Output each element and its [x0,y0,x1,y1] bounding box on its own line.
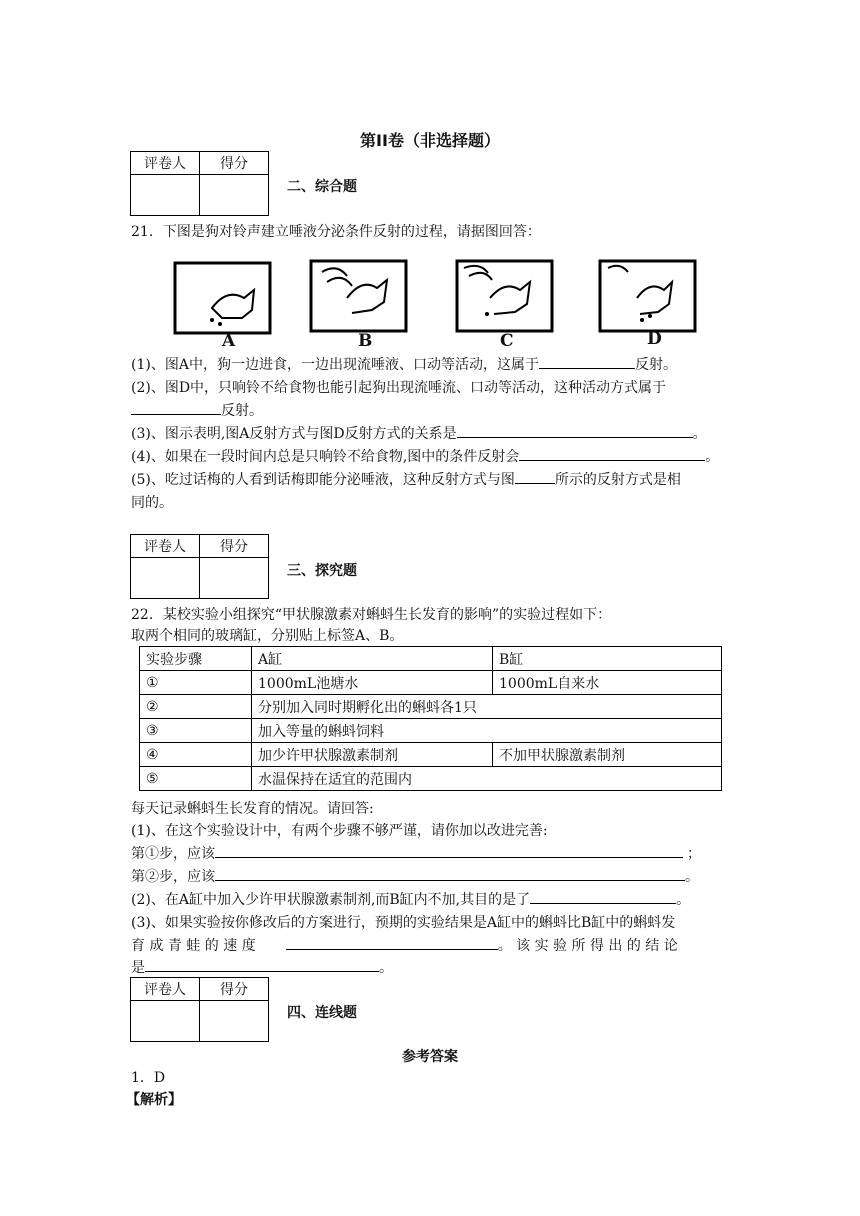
q22-part2 [131,889,731,912]
answer-blank[interactable] [457,423,693,438]
figure-label-d: D [647,329,662,349]
score-cell [200,175,269,216]
reviewer-header: 评卷人 [131,978,200,1001]
q22-step2 [131,866,731,889]
answer-blank[interactable] [530,889,676,904]
q22-step1 [131,843,731,866]
q22-part1: (1)、在这个实验设计中，有两个步骤不够严谨，请你加以改进完善: [131,823,548,839]
q21-part1 [131,354,731,377]
q22-part2-text: (2)、在A缸中加入少许甲状腺激素制剂,而B缸内不加,其目的是了 [131,892,531,908]
q21-part5-mid: 所示的反射方式是相 [554,472,681,488]
q22-step1-end: ； [687,846,701,862]
q22-step1-text: 第①步，应该 [131,846,215,862]
section-title: 第II卷（非选择题） [360,131,500,150]
q22-part3-period: 。 [379,960,393,976]
score-box [130,534,269,599]
answer-blank[interactable] [131,400,221,415]
table-row [140,671,722,695]
experiment-table [139,646,722,791]
answer-blank[interactable] [215,866,685,881]
dog-reflex-figure [172,258,702,350]
score-header: 得分 [200,152,269,175]
q21-part2-cont [131,400,731,423]
q21-part5 [131,469,731,492]
figure-label-c: C [500,331,514,351]
step-cell: ⑤ [140,767,252,791]
step-cell: ① [140,671,252,695]
question-21-stem: 21．下图是狗对铃声建立唾液分泌条件反射的过程，请据图回答： [131,224,541,240]
question-22-setup: 取两个相同的玻璃缸，分别贴上标签A、B。 [131,628,404,644]
answer-blank[interactable] [519,446,705,461]
score-cell [200,1001,269,1042]
q21-part1-end: 反射。 [634,357,677,373]
q21-part5-end: 同的。 [131,495,173,511]
score-cell [200,558,269,599]
section-heading-2: 二、综合题 [287,179,357,195]
reviewer-cell [131,558,200,599]
q22-part3: (3)、如果实验按你修改后的方案进行，预期的实验结果是A缸中的蝌蚪比B缸中的蝌蚪发 [131,915,676,931]
table-row [140,743,722,767]
figure-label-b: B [358,331,373,351]
shared-cell: 加入等量的蝌蚪饲料 [252,719,722,743]
q21-part2-end: 反射。 [221,403,263,419]
answer-blank[interactable] [539,354,635,369]
answers-title: 参考答案 [402,1049,458,1065]
section-heading-3: 三、探究题 [287,563,357,579]
analysis-label: 【解析】 [126,1092,182,1108]
q22-part2-end: 。 [676,892,691,908]
step-cell: ④ [140,743,252,767]
q21-part2: (2)、图D中，只响铃不给食物也能引起狗出现流唾流、口动等活动，这种活动方式属于 [131,380,667,396]
dog-reflex-illustration [172,258,702,350]
reviewer-cell [131,1001,200,1042]
reviewer-header: 评卷人 [131,152,200,175]
q21-part3 [131,423,731,446]
q21-part4-text: (4)、如果在一段时间内总是只响铃不给食物,图中的条件反射会 [131,449,520,465]
q21-part4 [131,446,731,469]
step-cell: ② [140,695,252,719]
table-header: A缸 [252,647,493,671]
tank-b-cell: 不加甲状腺激素制剂 [493,743,722,767]
figure-label-a: A [222,331,236,351]
answer-blank[interactable] [145,957,379,972]
table-row [140,695,722,719]
q21-part3-text: (3)、图示表明,图A反射方式与图D反射方式的关系是 [131,426,457,442]
q22-part3-end-text: 是 [131,960,145,976]
q22-part3-cont [131,935,731,958]
q22-part3-mid: 。 该 实 验 所 得 出 的 结 论 [497,938,678,954]
q22-after-table: 每天记录蝌蚪生长发育的情况。请回答: [131,801,374,817]
score-header: 得分 [200,978,269,1001]
q22-part3-text: 育 成 青 蛙 的 速 度 [131,938,256,954]
q22-step2-text: 第②步，应该 [131,869,215,885]
table-row [140,719,722,743]
q21-part5-text: (5)、吃过话梅的人看到话梅即能分泌唾液，这种反射方式与图 [131,472,515,488]
table-row [140,767,722,791]
score-box [130,977,269,1042]
answer-1: 1．D [131,1070,166,1086]
answer-blank[interactable] [215,843,683,858]
score-header: 得分 [200,535,269,558]
answer-blank[interactable] [515,469,555,484]
step-cell: ③ [140,719,252,743]
table-header: 实验步骤 [140,647,252,671]
table-header: B缸 [493,647,722,671]
q21-part1-text: (1)、图A中，狗一边进食，一边出现流唾液、口动等活动，这属于 [131,357,539,373]
score-box [130,151,269,216]
section-heading-4: 四、连线题 [287,1005,357,1021]
tank-b-cell: 1000mL自来水 [493,671,722,695]
q21-part4-end: 。 [705,449,720,465]
tank-a-cell: 1000mL池塘水 [252,671,493,695]
reviewer-header: 评卷人 [131,535,200,558]
reviewer-cell [131,175,200,216]
shared-cell: 水温保持在适宜的范围内 [252,767,722,791]
question-22-stem: 22．某校实验小组探究“甲状腺激素对蝌蚪生长发育的影响”的实验过程如下： [131,607,612,623]
q22-step2-end: 。 [685,869,699,885]
table-header-row [140,647,722,671]
q21-part3-end: 。 [692,426,707,442]
answer-blank[interactable] [286,935,498,950]
shared-cell: 分别加入同时期孵化出的蝌蚪各1只 [252,695,722,719]
tank-a-cell: 加少许甲状腺激素制剂 [252,743,493,767]
